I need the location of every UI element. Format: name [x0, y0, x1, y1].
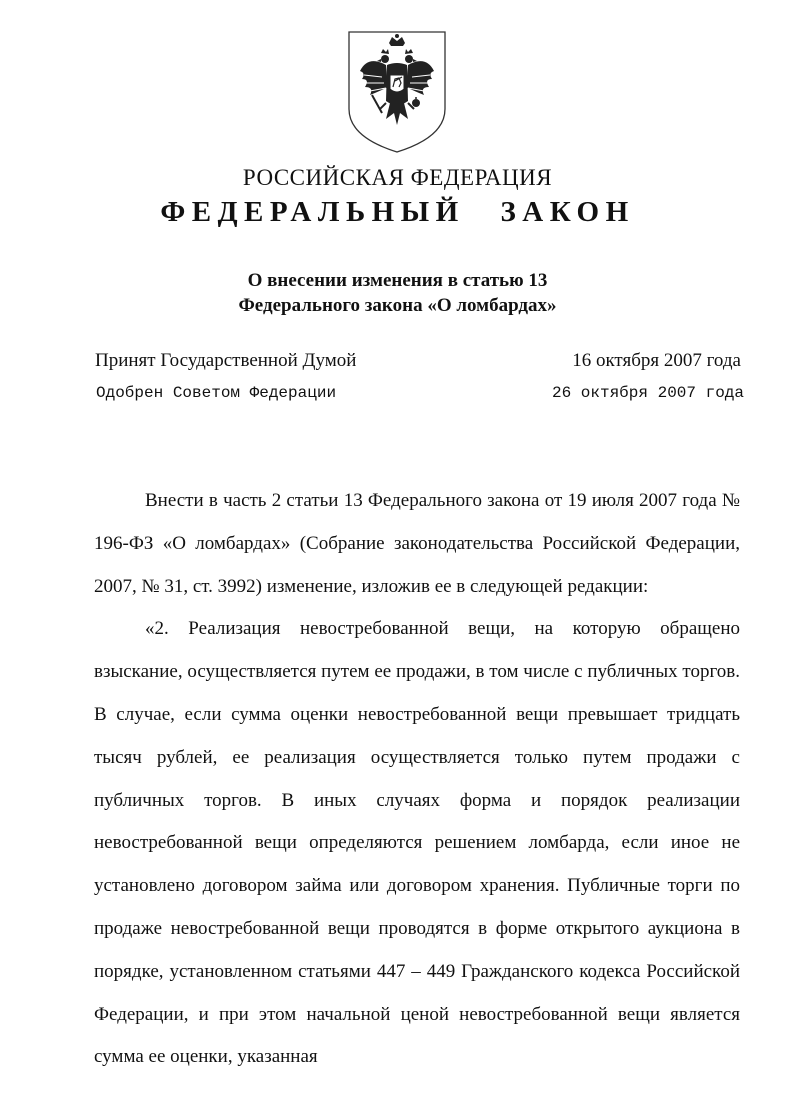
body-paragraph-2: «2. Реализация невостребованной вещи, на которую обращено взыскание, осуществляется путем ее продажи, в том числе с публичных торгов. В случае, если сумма оценки невостребованной вещи превышает тридцать тысяч рублей, ее реализация осуществляется только путем продажи с публичных торгов. В иных случаях форма и порядок реализации невостребованной вещи определяются решением ломбарда, если иное не установлено договором займа или договором хранения. Публичные торги по продаже невостребованной вещи проводятся в форме открытого аукциона в порядке, установленном статьями 447 – 449 Гражданского кодекса Российской Федерации, и при этом начальной ценой невостребованной вещи является сумма ее оценки, указанная [94, 618, 740, 1068]
body-paragraph-1: Внести в часть 2 статьи 13 Федерального закона от 19 июля 2007 года № 196-ФЗ «О ломбардах» (Собрание законодательства Российской Федерации, 2007, № 31, ст. 3992) изменение, изложив ее в следующей редакции: [94, 490, 740, 597]
country-name: РОССИЙСКАЯ ФЕДЕРАЦИЯ [242, 165, 553, 190]
duma-adoption-date: 16 октября 2007 года [572, 350, 741, 371]
council-approval-label: Одобрен Советом Федерации [96, 384, 337, 402]
council-approval-date: 26 октября 2007 года [551, 384, 744, 402]
law-body [94, 480, 740, 1079]
law-title-line-1: О внесении изменения в статью 13 [247, 270, 548, 291]
law-title-line-2: Федерального закона «О ломбардах» [238, 295, 557, 316]
law-type-heading: ФЕДЕРАЛЬНЫЙ ЗАКОН [160, 196, 635, 228]
duma-adoption-label: Принят Государственной Думой [95, 350, 357, 371]
law-title [0, 268, 790, 318]
duma-adoption-row [95, 350, 741, 372]
council-approval-row [96, 384, 744, 402]
coat-of-arms-icon [348, 31, 446, 153]
